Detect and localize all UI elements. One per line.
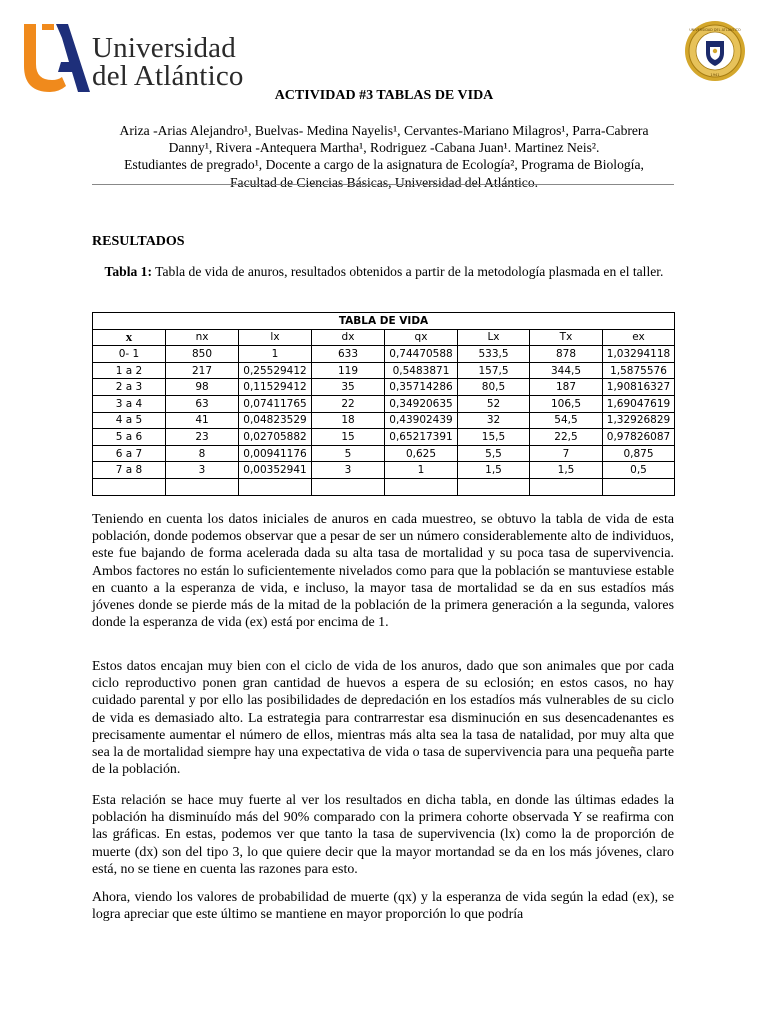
table-cell: 18 [312, 412, 385, 429]
table-row [93, 462, 675, 479]
table-cell: 0,74470588 [385, 346, 458, 363]
table-cell: 0,625 [385, 445, 458, 462]
table-cell: 3 a 4 [93, 395, 166, 412]
table-cell: 22,5 [530, 429, 603, 446]
table-cell: 32 [458, 412, 530, 429]
authors-line: Danny¹, Rivera -Antequera Martha¹, Rodriguez -Cabana Juan¹. Martinez Neis². [168, 140, 600, 156]
table-cell: 1,32926829 [603, 412, 675, 429]
table-cell: 41 [166, 412, 239, 429]
table-cell: 0,02705882 [239, 429, 312, 446]
column-header-ex: ex [603, 329, 675, 346]
table-cell: 217 [166, 362, 239, 379]
logo-line-1: Universidad [92, 32, 236, 64]
table-title: TABLA DE VIDA [93, 313, 675, 330]
table-cell: 7 a 8 [93, 462, 166, 479]
table-cell: 5,5 [458, 445, 530, 462]
table-cell: 0,43902439 [385, 412, 458, 429]
table-cell: 0,34920635 [385, 395, 458, 412]
section-heading: RESULTADOS [92, 234, 185, 249]
column-header-nx: nx [166, 329, 239, 346]
column-header-lx: lx [239, 329, 312, 346]
table-cell: 533,5 [458, 346, 530, 363]
table-row [93, 445, 675, 462]
table-cell: 7 [530, 445, 603, 462]
table-cell: 0,35714286 [385, 379, 458, 396]
table-cell: 98 [166, 379, 239, 396]
table-cell: 157,5 [458, 362, 530, 379]
table-cell: 0,07411765 [239, 395, 312, 412]
table-cell: 0- 1 [93, 346, 166, 363]
body-paragraph-2: Estos datos encajan muy bien con el ciclo de vida de los anuros, dado que son animales que por cada ciclo reproductivo ponen gran cantidad de huevos a espera de su eclosión; en estos casos, no hay cuidado parental y por ello las posibilidades de depredación en los estadíos más vulnerables de su ciclo de vida es demasiado alto. La estrategia para contrarrestar esa disminución en sus desencadenantes es precisamente aumentar el número de ellos, mientras más alta sea la tasa de natalidad, por muy alta que sea la de mortalidad siempre hay una expectativa de vida o tasa de supervivencia para una pequeña parte de la población. [92, 659, 674, 778]
caption-text: Tabla de vida de anuros, resultados obtenidos a partir de la metodología plasmada en el taller. [152, 264, 664, 279]
table-cell: 4 a 5 [93, 412, 166, 429]
table-caption [92, 263, 676, 280]
table-cell: 63 [166, 395, 239, 412]
table-cell [166, 478, 239, 495]
table-cell: 23 [166, 429, 239, 446]
table-cell: 54,5 [530, 412, 603, 429]
table-cell: 0,00941176 [239, 445, 312, 462]
table-cell: 187 [530, 379, 603, 396]
table-cell [312, 478, 385, 495]
table-cell: 0,97826087 [603, 429, 675, 446]
seal-year: 1941 [710, 73, 720, 77]
table-cell: 633 [312, 346, 385, 363]
table-cell: 5 [312, 445, 385, 462]
column-header-tx: Tx [530, 329, 603, 346]
table-row [93, 395, 675, 412]
table-cell: 344,5 [530, 362, 603, 379]
table-row [93, 412, 675, 429]
table-cell: 2 a 3 [93, 379, 166, 396]
university-seal-icon [684, 20, 746, 82]
table-cell: 1,69047619 [603, 395, 675, 412]
university-logo [22, 20, 242, 96]
table-cell: 0,5483871 [385, 362, 458, 379]
table-cell: 0,5 [603, 462, 675, 479]
column-header-qx: qx [385, 329, 458, 346]
table-cell: 0,65217391 [385, 429, 458, 446]
table-row [93, 346, 675, 363]
table-cell [239, 478, 312, 495]
affiliation-line: Estudiantes de pregrado¹, Docente a cargo de la asignatura de Ecología², Programa de Biología, [124, 157, 644, 173]
body-paragraph-1: Teniendo en cuenta los datos iniciales de anuros en cada muestreo, se obtuvo la tabla de vida de esta población, donde podemos observar que a pesar de ser un número considerablemente alto de individuos, este fue bajando de forma acelerada dada su alta tasa de mortalidad y su poca tasa de supervivencia. Ambos factores no están lo suficientemente nivelados como para que la población se mantuviese estable en cuanto a la esperanza de vida, e incluso, la mayor tasa de mortalidad se da en sus estadíos más jóvenes donde se pierde más de la mitad de la población de la primera generación a la segunda, valores donde la esperanza de vida (ex) está por encima de 1. [92, 512, 674, 631]
body-paragraph-3: Esta relación se hace muy fuerte al ver los resultados en dicha tabla, en donde las últimas edades la población ha disminuído más del 90% comparado con la primera cohorte observada Y se reafirma con las gráficas. En estas, podemos ver que tanto la tasa de supervivencia (lx) como la de proporción de muerte (dx) son del tipo 3, lo que quiere decir que la mayor mortandad se da en los más jóvenes, claro está, no se tiene en cuenta las razones para esto. [92, 793, 674, 877]
body-paragraph-4: Ahora, viendo los valores de probabilidad de muerte (qx) y la esperanza de vida según la edad (ex), se logra apreciar que este último se mantiene en mayor proporción lo que podría [92, 890, 674, 923]
table-row [93, 379, 675, 396]
table-cell: 1,5 [458, 462, 530, 479]
table-cell: 52 [458, 395, 530, 412]
table-cell: 8 [166, 445, 239, 462]
table-cell: 15,5 [458, 429, 530, 446]
table-cell: 1,90816327 [603, 379, 675, 396]
column-header-x: x [93, 329, 166, 346]
table-cell: 0,11529412 [239, 379, 312, 396]
table-row [93, 429, 675, 446]
header-divider [92, 184, 674, 185]
table-cell: 1,5875576 [603, 362, 675, 379]
table-header-row [93, 329, 675, 346]
table-row [93, 478, 675, 495]
table-cell: 1 [385, 462, 458, 479]
seal-text: UNIVERSIDAD DEL ATLÁNTICO [689, 28, 741, 32]
table-cell [458, 478, 530, 495]
caption-label: Tabla 1: [104, 264, 153, 279]
table-cell: 0,04823529 [239, 412, 312, 429]
table-cell: 80,5 [458, 379, 530, 396]
affiliation-line: Facultad de Ciencias Básicas, Universidad del Atlántico. [229, 174, 539, 190]
table-cell [603, 478, 675, 495]
table-cell: 1,03294118 [603, 346, 675, 363]
life-table-container [92, 312, 674, 496]
table-cell: 22 [312, 395, 385, 412]
table-cell: 0,00352941 [239, 462, 312, 479]
life-table [92, 312, 675, 496]
table-cell: 850 [166, 346, 239, 363]
table-cell [93, 478, 166, 495]
column-header-lx-cap: Lx [458, 329, 530, 346]
table-cell: 6 a 7 [93, 445, 166, 462]
logo-line-2: del Atlántico [92, 60, 244, 92]
table-cell: 878 [530, 346, 603, 363]
table-cell: 0,875 [603, 445, 675, 462]
table-cell: 119 [312, 362, 385, 379]
table-cell: 5 a 6 [93, 429, 166, 446]
ua-monogram-icon [22, 20, 92, 96]
table-cell [530, 478, 603, 495]
table-cell: 3 [312, 462, 385, 479]
table-cell [385, 478, 458, 495]
table-cell: 0,25529412 [239, 362, 312, 379]
document-title: ACTIVIDAD #3 TABLAS DE VIDA [274, 88, 494, 103]
authors-line: Ariza -Arias Alejandro¹, Buelvas- Medina Nayelis¹, Cervantes-Mariano Milagros¹, Parra-Cabrera [119, 123, 649, 138]
table-row [93, 362, 675, 379]
authors-block [92, 122, 676, 191]
table-cell: 1,5 [530, 462, 603, 479]
table-cell: 1 [239, 346, 312, 363]
column-header-dx: dx [312, 329, 385, 346]
table-cell: 1 a 2 [93, 362, 166, 379]
table-cell: 106,5 [530, 395, 603, 412]
table-cell: 15 [312, 429, 385, 446]
table-cell: 35 [312, 379, 385, 396]
table-cell: 3 [166, 462, 239, 479]
